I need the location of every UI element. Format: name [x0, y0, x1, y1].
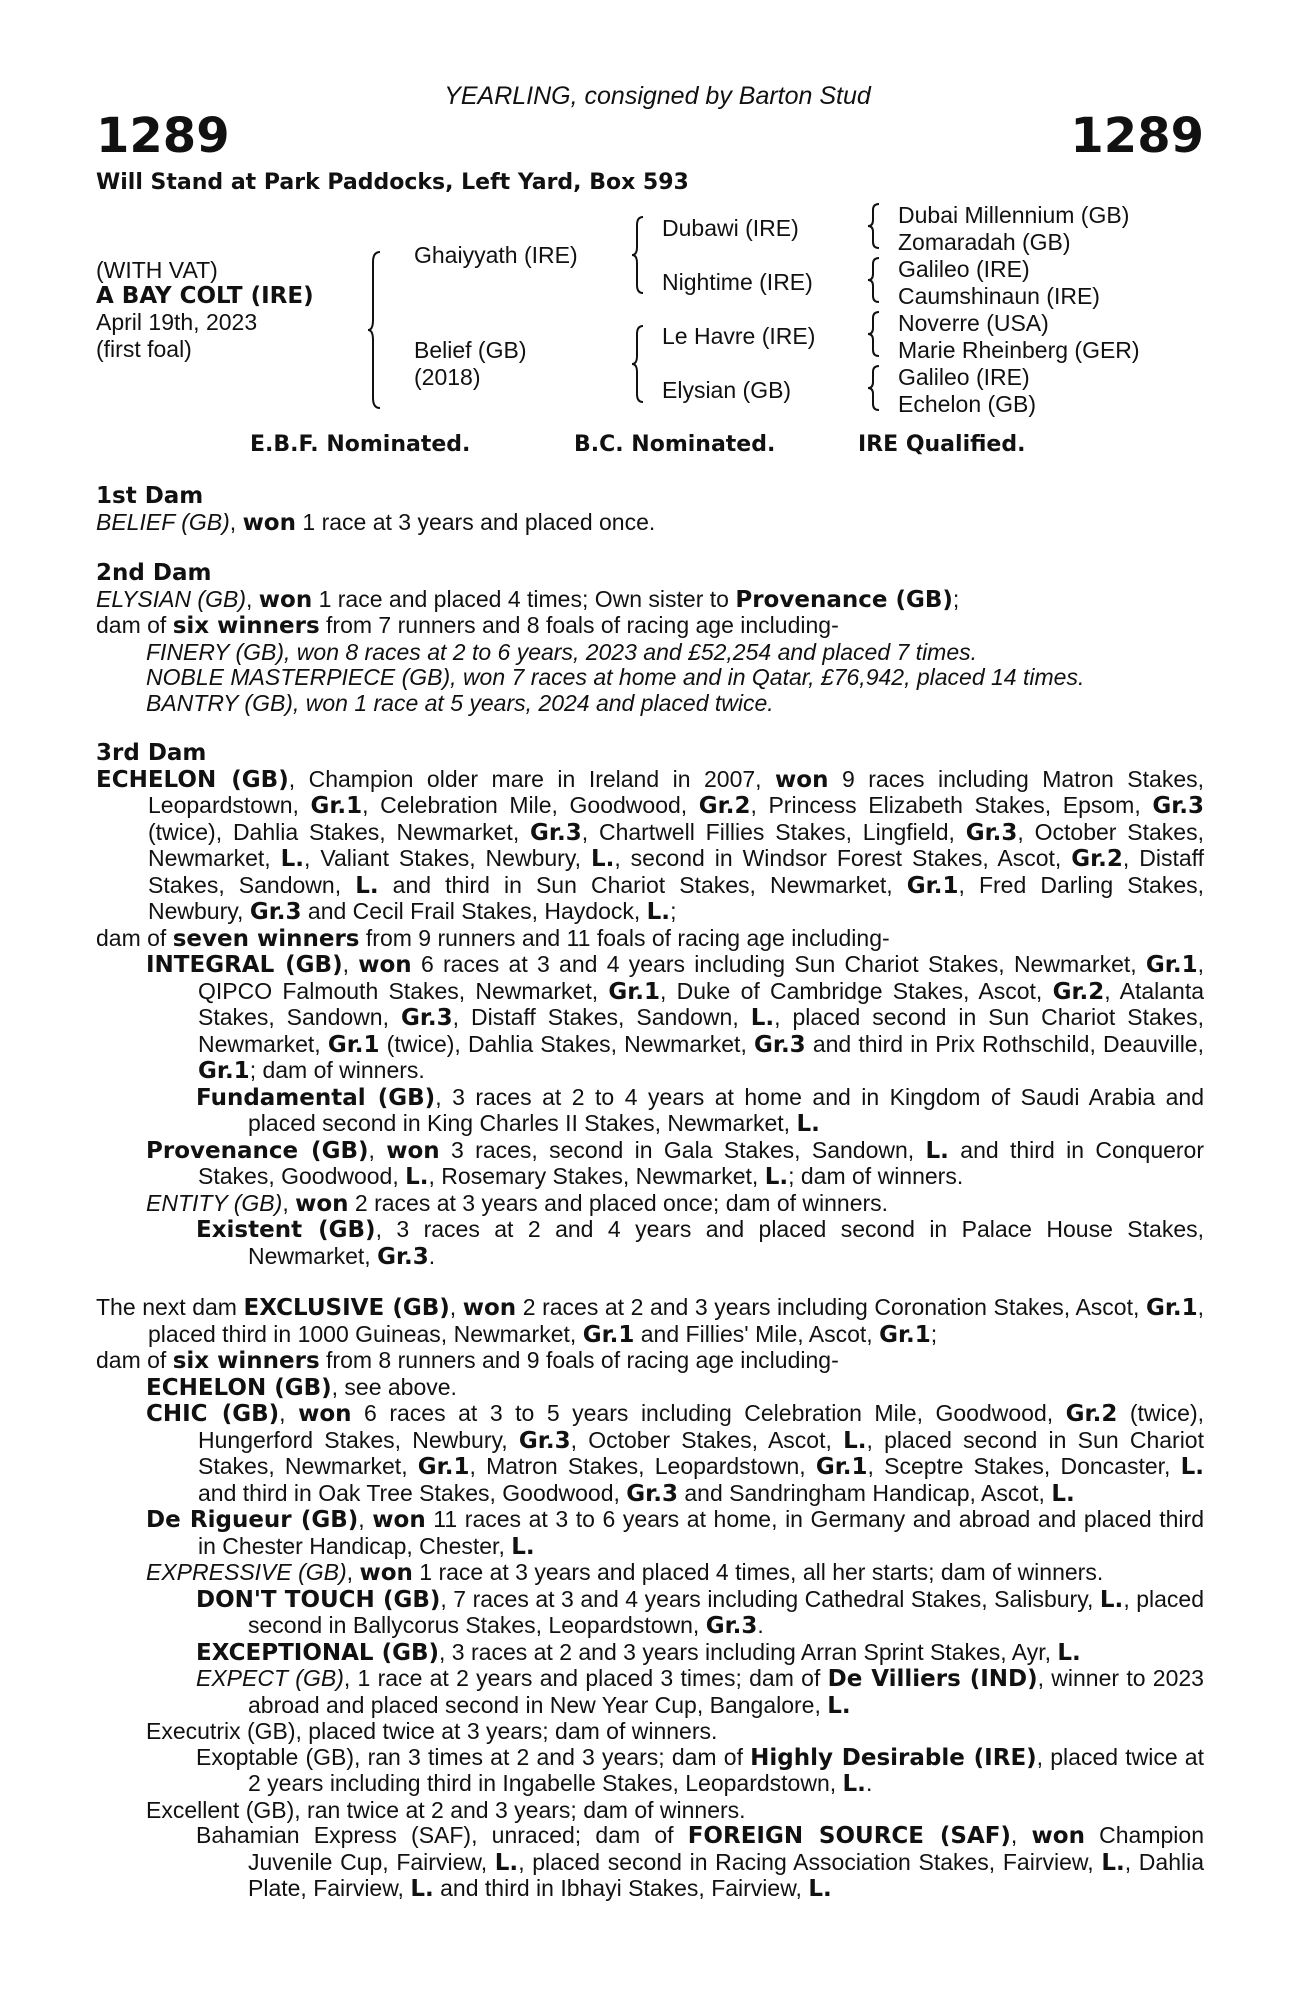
dam3-produce: Provenance (GB), won 3 races, second in Gala Stakes, Sandown, L. and third in Conqueror Stakes, Goodwood, L., Rosemary Stakes, Newmarket, L.; dam of winners. [146, 1136, 1205, 1190]
pedigree-gen2-3: Le Havre (IRE) [662, 323, 816, 349]
next-dam-produce-sub: EXCEPTIONAL (GB), 3 races at 2 and 3 years including Arran Sprint Stakes, Ayr, L. [196, 1638, 1081, 1666]
lot-number-left: 1289 [96, 108, 230, 164]
dam2-produce: BANTRY (GB), won 1 race at 5 years, 2024 and placed twice. [146, 689, 774, 716]
horse-name: A BAY COLT (IRE) [96, 283, 314, 309]
pedigree-brace-g3-1 [868, 202, 882, 250]
dam1-text: BELIEF (GB), won 1 race at 3 years and placed once. [96, 508, 656, 536]
pedigree-gen3-2: Zomaradah (GB) [898, 229, 1071, 255]
pedigree-dam-year: (2018) [414, 364, 481, 390]
dam3-produce-sub: Existent (GB), 3 races at 2 and 4 years and placed second in Palace House Stakes, Newmarket, Gr.3. [196, 1216, 1204, 1270]
pedigree-brace-g3-4 [868, 364, 882, 412]
dam2-line: ELYSIAN (GB), won 1 race and placed 4 times; Own sister to Provenance (GB); [96, 585, 960, 613]
next-dam-para: dam of six winners from 8 runners and 9 foals of racing age including- [96, 1347, 839, 1374]
next-dam-produce: De Rigueur (GB), won 11 races at 3 to 6 years at home, in Germany and abroad and placed third in Chester Handicap, Chester, L. [146, 1506, 1204, 1560]
pedigree-gen2-2: Nightime (IRE) [662, 269, 813, 295]
pedigree-gen3-6: Marie Rheinberg (GER) [898, 337, 1140, 363]
next-dam-produce: Excellent (GB), ran twice at 2 and 3 years; dam of winners. [146, 1796, 746, 1823]
dam1-heading: 1st Dam [96, 483, 204, 509]
next-dam-para: The next dam EXCLUSIVE (GB), won 2 races at 2 and 3 years including Coronation Stakes, Ascot, Gr.1, placed third in 1000 Guineas, Newmarket, Gr.1 and Fillies' Mile, Ascot, Gr.1; [96, 1294, 1205, 1348]
dam2-heading: 2nd Dam [96, 560, 212, 586]
dam3-produce-sub: Fundamental (GB), 3 races at 2 to 4 years at home and in Kingdom of Saudi Arabia and placed second in King Charles II Stakes, Newmarket, L. [196, 1083, 1205, 1137]
pedigree-dam: Belief (GB) [414, 337, 527, 363]
horse-dob: April 19th, 2023 [96, 309, 258, 335]
pedigree-brace-g3-2 [868, 256, 882, 304]
nomination-bc: B.C. Nominated. [574, 432, 776, 457]
pedigree-sire: Ghaiyyath (IRE) [414, 242, 578, 268]
stand-location: Will Stand at Park Paddocks, Left Yard, Box 593 [96, 170, 689, 195]
pedigree-brace-dam [632, 324, 646, 404]
pedigree-gen3-7: Galileo (IRE) [898, 364, 1030, 390]
next-dam-produce-sub: Exoptable (GB), ran 3 times at 2 and 3 years; dam of Highly Desirable (IRE), placed twice at 2 years including third in Ingabelle Stakes, Leopardstown, L.. [196, 1743, 1204, 1797]
pedigree-gen2-1: Dubawi (IRE) [662, 215, 799, 241]
next-dam-produce: Executrix (GB), placed twice at 3 years; dam of winners. [146, 1718, 718, 1744]
pedigree-gen2-4: Elysian (GB) [662, 377, 792, 403]
pedigree-gen3-5: Noverre (USA) [898, 310, 1049, 336]
nomination-ebf: E.B.F. Nominated. [250, 432, 471, 457]
pedigree-gen3-8: Echelon (GB) [898, 391, 1037, 417]
dam3-produce: ENTITY (GB), won 2 races at 3 years and placed once; dam of winners. [146, 1189, 889, 1217]
dam2-produce: NOBLE MASTERPIECE (GB), won 7 races at home and in Qatar, £76,942, placed 14 times. [146, 664, 1085, 690]
dam2-produce: FINERY (GB), won 8 races at 2 to 6 years, 2023 and £52,254 and placed 7 times. [146, 638, 978, 665]
catalogue-body [96, 484, 1204, 1903]
dam3-para: ECHELON (GB), Champion older mare in Ireland in 2007, won 9 races including Matron Stakes, Leopardstown, Gr.1, Celebration Mile, Goodwood, Gr.2, Princess Elizabeth Stakes, Epsom, Gr.3 (twice), Dahlia Stakes, Newmarket, Gr.3, Chartwell Fillies Stakes, Lingfield, Gr.3, October Stakes, Newmarket, L., Valiant Stakes, Newbury, L., second in Windsor Forest Stakes, Ascot, Gr.2, Distaff Stakes, Sandown, L. and third in Sun Chariot Stakes, Newmarket, Gr.1, Fred Darling Stakes, Newbury, Gr.3 and Cecil Frail Stakes, Haydock, L.; [96, 765, 1205, 925]
next-dam-produce: CHIC (GB), won 6 races at 3 to 5 years including Celebration Mile, Goodwood, Gr.2 (twice), Hungerford Stakes, Newbury, Gr.3, October Stakes, Ascot, L., placed second in Sun Chariot Stakes, Newmarket, Gr.1, Matron Stakes, Leopardstown, Gr.1, Sceptre Stakes, Doncaster, L. and third in Oak Tree Stakes, Goodwood, Gr.3 and Sandringham Handicap, Ascot, L. [146, 1400, 1205, 1507]
dam3-heading: 3rd Dam [96, 740, 207, 766]
next-dam-produce: ECHELON (GB), see above. [146, 1373, 457, 1401]
pedigree-gen3-1: Dubai Millennium (GB) [898, 202, 1130, 228]
next-dam-produce: EXPRESSIVE (GB), won 1 race at 3 years and placed 4 times, all her starts; dam of winners. [146, 1559, 1104, 1586]
dam3-para: dam of seven winners from 9 runners and 11 foals of racing age including- [96, 924, 890, 952]
consignment-line: YEARLING, consigned by Barton Stud [444, 82, 871, 110]
pedigree-brace-g3-3 [868, 310, 882, 358]
pedigree-brace-main [368, 250, 384, 410]
foal-note: (first foal) [96, 336, 192, 362]
pedigree-gen3-4: Caumshinaun (IRE) [898, 283, 1100, 309]
next-dam-produce-sub: EXPECT (GB), 1 race at 2 years and placed 3 times; dam of De Villiers (IND), winner to 2023 abroad and placed second in New Year Cup, Bangalore, L. [196, 1665, 1204, 1719]
next-dam-produce-sub: Bahamian Express (SAF), unraced; dam of FOREIGN SOURCE (SAF), won Champion Juvenile Cup, Fairview, L., placed second in Racing Association Stakes, Fairview, L., Dahlia Plate, Fairview, L. and third in Ibhayi Stakes, Fairview, L. [196, 1822, 1204, 1902]
nomination-ire: IRE Qualified. [858, 432, 1026, 457]
dam2-line: dam of six winners from 7 runners and 8 foals of racing age including- [96, 612, 839, 639]
vat-note: (WITH VAT) [96, 257, 218, 283]
pedigree-brace-sire [632, 215, 646, 295]
next-dam-produce-sub: DON'T TOUCH (GB), 7 races at 3 and 4 years including Cathedral Stakes, Salisbury, L., placed second in Ballycorus Stakes, Leopardstown, Gr.3. [196, 1585, 1204, 1639]
pedigree-gen3-3: Galileo (IRE) [898, 256, 1030, 282]
lot-number-right: 1289 [1070, 108, 1204, 164]
dam3-produce: INTEGRAL (GB), won 6 races at 3 and 4 years including Sun Chariot Stakes, Newmarket, Gr.1, QIPCO Falmouth Stakes, Newmarket, Gr.1, Duke of Cambridge Stakes, Ascot, Gr.2, Atalanta Stakes, Sandown, Gr.3, Distaff Stakes, Sandown, L., placed second in Sun Chariot Stakes, Newmarket, Gr.1 (twice), Dahlia Stakes, Newmarket, Gr.3 and third in Prix Rothschild, Deauville, Gr.1; dam of winners. [146, 951, 1205, 1084]
